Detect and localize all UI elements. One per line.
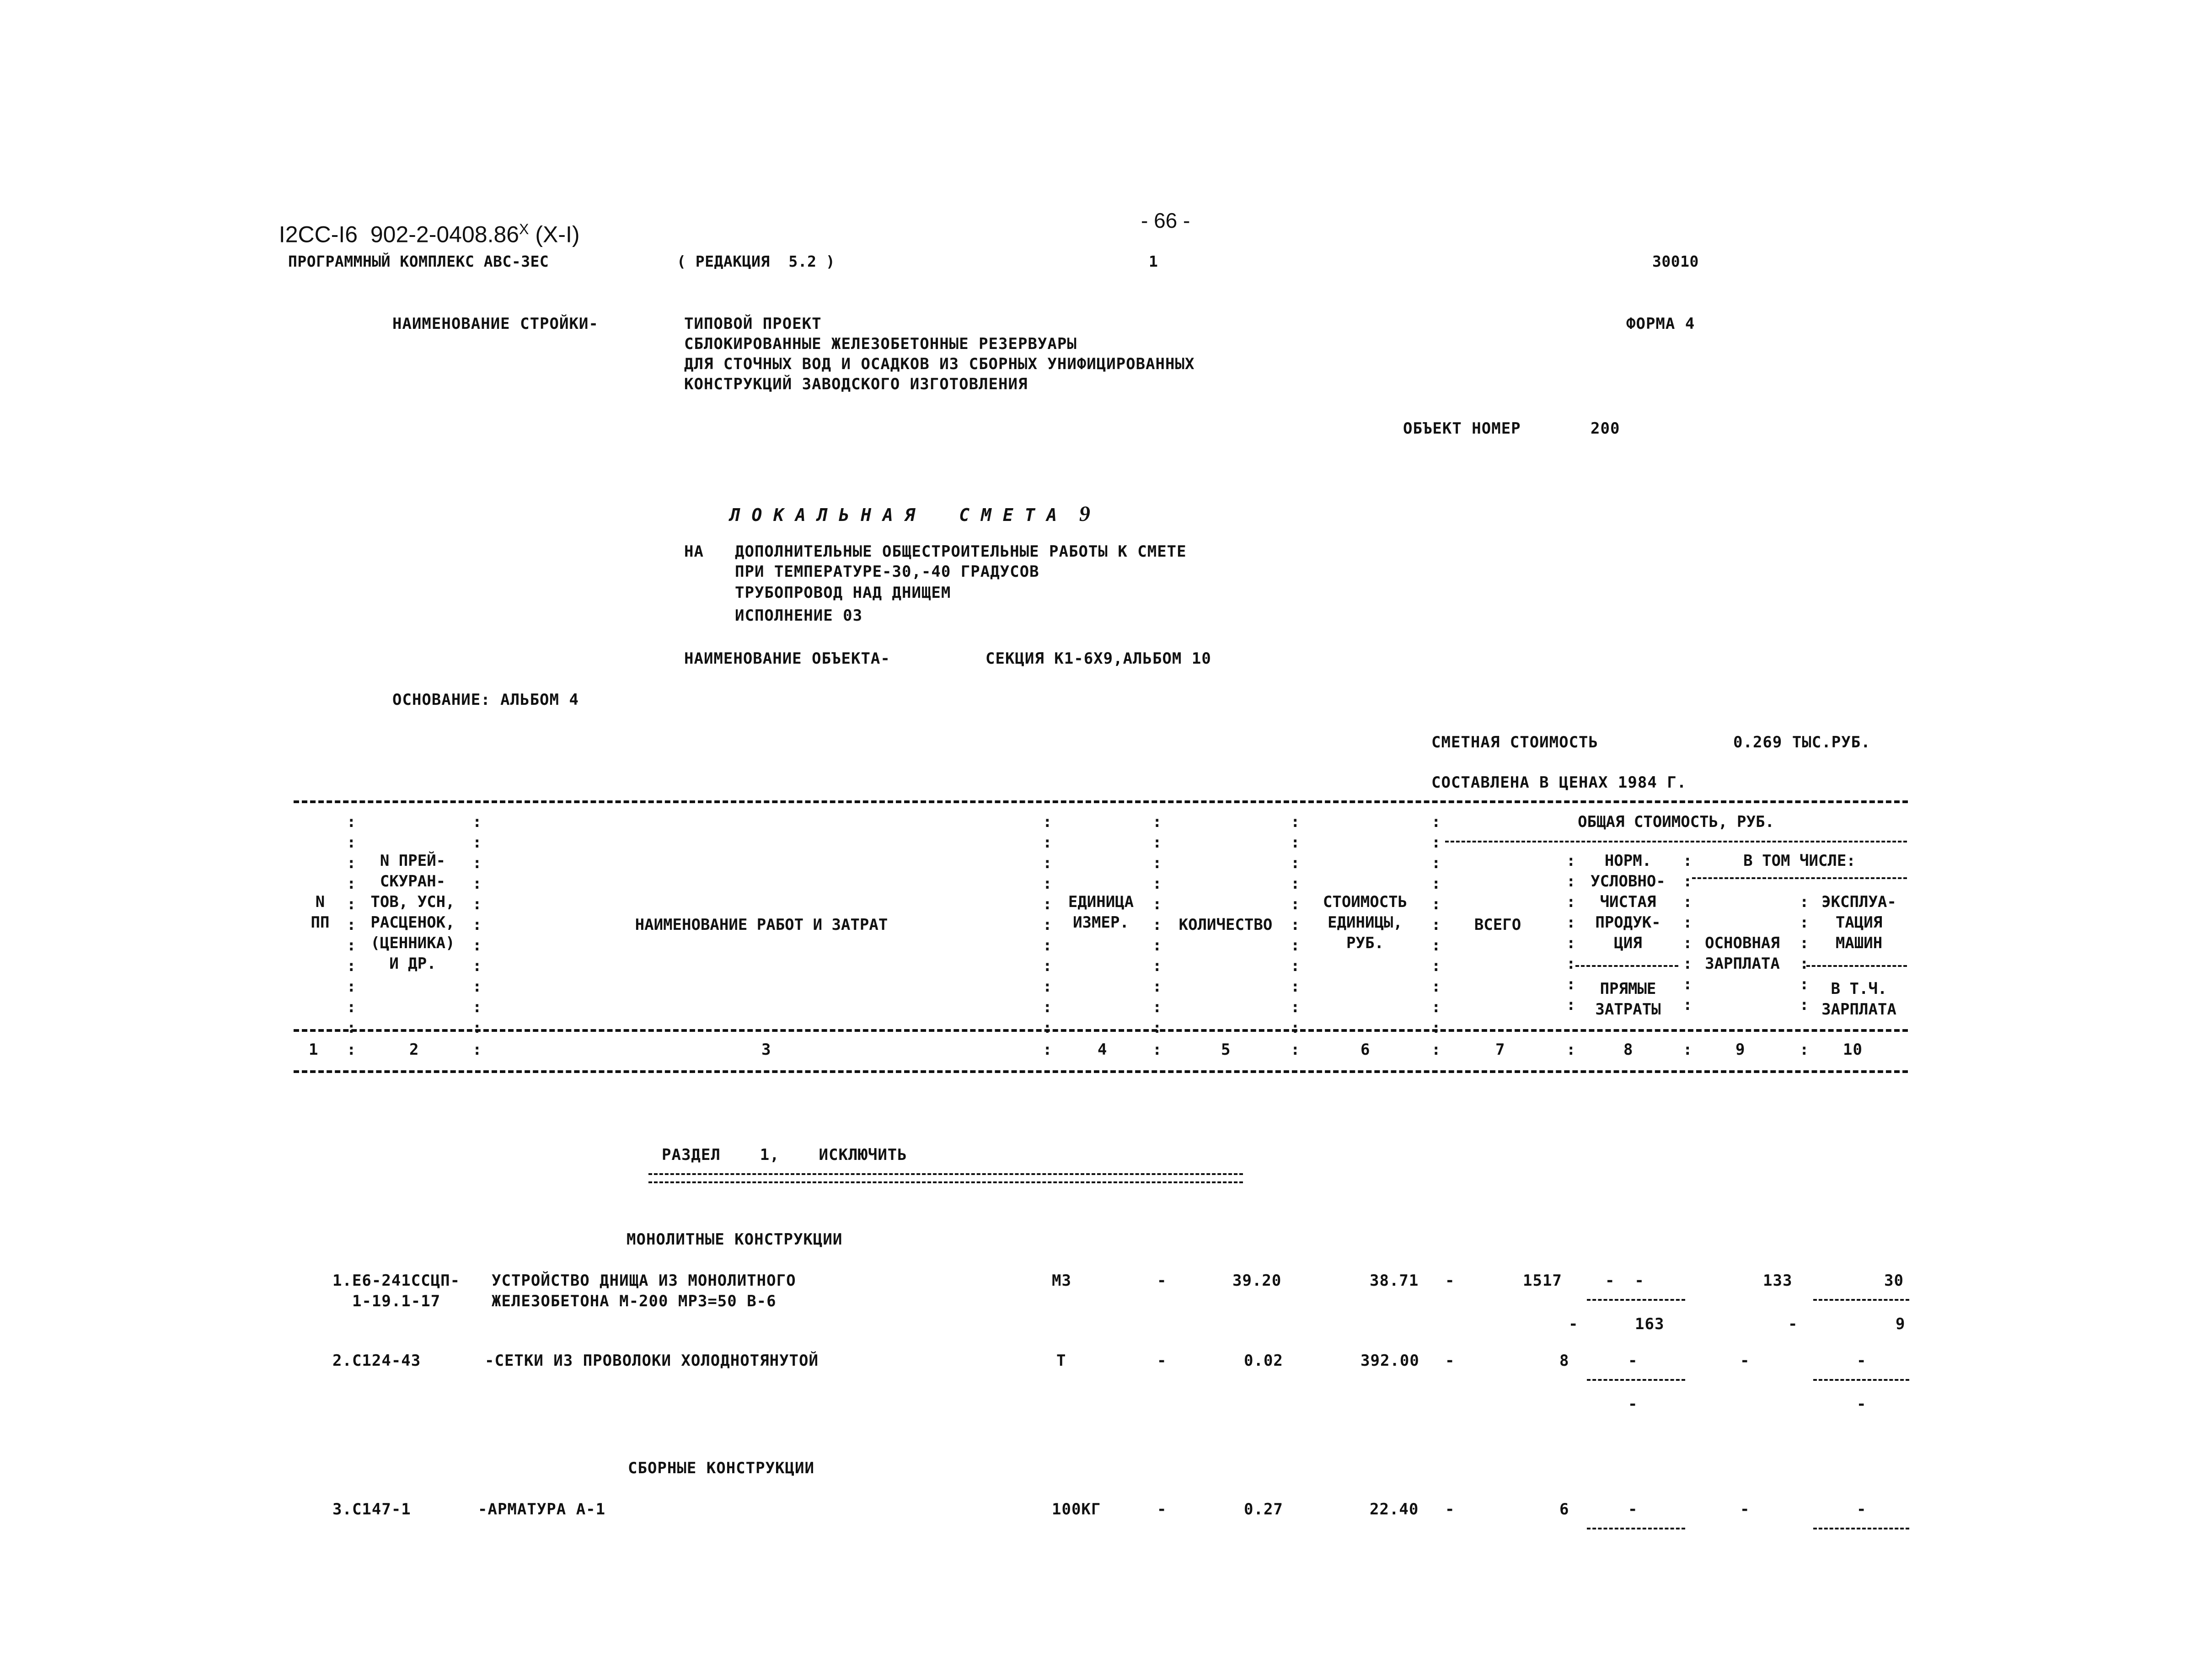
- header-group-rule: [1445, 841, 1907, 842]
- form-label: ФОРМА 4: [1626, 315, 1695, 333]
- col-number-4: 4: [1098, 1041, 1108, 1059]
- row3-norm-top: -: [1628, 1500, 1638, 1518]
- col-sep-5: : : : : : : : : : : :: [1291, 813, 1300, 1037]
- row2-salary: -: [1740, 1352, 1750, 1370]
- row3-salary: -: [1740, 1500, 1750, 1518]
- numbers-bottom-rule: [294, 1070, 1908, 1073]
- row1-unit: М3: [1052, 1272, 1071, 1290]
- row3-code: 3.С147-1: [332, 1500, 411, 1518]
- header-machines: ЭКСПЛУА- ТАЦИЯ МАШИН: [1821, 893, 1896, 952]
- row1-salary: 133: [1763, 1272, 1793, 1290]
- page-number: - 66 -: [1141, 209, 1190, 232]
- estimate-for-line-4: ИСПОЛНЕНИЕ 03: [735, 606, 863, 625]
- row1-salary-bottom: -: [1788, 1315, 1798, 1333]
- col-number-2: 2: [409, 1041, 419, 1059]
- row3-qty: 0.27: [1244, 1500, 1283, 1518]
- doc-code-text: I2CC-I6 902-2-0408.86: [279, 221, 520, 247]
- project-line-2: СБЛОКИРОВАННЫЕ ЖЕЛЕЗОБЕТОННЫЕ РЕЗЕРВУАРЫ: [684, 335, 1077, 353]
- row3-cost-dash: -: [1445, 1500, 1455, 1518]
- header-total-group: ОБЩАЯ СТОИМОСТЬ, РУБ.: [1578, 813, 1774, 831]
- header-norm-rule: [1575, 965, 1678, 967]
- row3-unit-dash: -: [1157, 1500, 1167, 1518]
- header-incl: В ТОМ ЧИСЛЕ:: [1743, 852, 1856, 870]
- program-edition: ( РЕДАКЦИЯ 5.2 ): [677, 252, 836, 270]
- col-number-8: 8: [1623, 1041, 1634, 1059]
- col-number-10: 10: [1843, 1041, 1863, 1059]
- estimate-title-text: Л О К А Л Ь Н А Я С М Е Т А: [729, 505, 1058, 525]
- cost-value: 0.269 ТЫС.РУБ.: [1733, 733, 1871, 751]
- section-double-rule: [648, 1173, 1243, 1183]
- row2-code: 2.С124-43: [332, 1352, 421, 1370]
- row1-machines-rule: [1813, 1299, 1909, 1301]
- program-number: 1: [1149, 252, 1158, 270]
- col-number-3: 3: [761, 1041, 771, 1059]
- col-sep-2: : : : : : : : : : : :: [472, 813, 482, 1037]
- object-name: СЕКЦИЯ К1-6Х9,АЛЬБОМ 10: [985, 649, 1211, 668]
- row1-unit-dash: -: [1157, 1272, 1167, 1290]
- row2-norm-rule: [1587, 1379, 1685, 1381]
- row1-name2: ЖЕЛЕЗОБЕТОНА М-200 МРЗ=50 В-6: [492, 1292, 777, 1310]
- header-unit: ЕДИНИЦА ИЗМЕР.: [1068, 893, 1134, 932]
- row3-name: -АРМАТУРА А-1: [478, 1500, 606, 1518]
- row2-machines-bottom: -: [1857, 1395, 1867, 1413]
- row3-norm-rule: [1587, 1528, 1685, 1529]
- col-number-9: 9: [1735, 1041, 1746, 1059]
- col-sep-4: : : : : : : : : : : :: [1152, 813, 1162, 1037]
- num-sep-4: :: [1152, 1041, 1162, 1059]
- project-line-1: ТИПОВОЙ ПРОЕКТ: [684, 315, 822, 333]
- row1-code: 1.Е6-241ССЦП-: [332, 1272, 461, 1290]
- estimate-for-label: НА: [684, 542, 704, 561]
- program-label: ПРОГРАММНЫЙ КОМПЛЕКС АВС-ЗЕС: [288, 252, 549, 270]
- cost-label: СМЕТНАЯ СТОИМОСТЬ: [1431, 733, 1598, 751]
- project-line-4: КОНСТРУКЦИЙ ЗАВОДСКОГО ИЗГОТОВЛЕНИЯ: [684, 375, 1028, 393]
- object-name-label: НАИМЕНОВАНИЕ ОБЪЕКТА-: [684, 649, 890, 668]
- header-bottom-rule: [294, 1029, 1908, 1032]
- project-line-3: ДЛЯ СТОЧНЫХ ВОД И ОСАДКОВ ИЗ СБОРНЫХ УНИФИЦИРОВАННЫХ: [684, 355, 1195, 373]
- section-title: РАЗДЕЛ 1, ИСКЛЮЧИТЬ: [662, 1146, 907, 1164]
- header-norm: НОРМ. УСЛОВНО- ЧИСТАЯ ПРОДУК- ЦИЯ: [1591, 852, 1666, 952]
- project-label: НАИМЕНОВАНИЕ СТРОЙКИ-: [392, 315, 599, 333]
- num-sep-5: :: [1291, 1041, 1301, 1059]
- row3-unit: 100КГ: [1052, 1500, 1101, 1518]
- row1-name: УСТРОЙСТВО ДНИЩА ИЗ МОНОЛИТНОГО: [492, 1272, 796, 1290]
- table-top-rule: [294, 800, 1908, 803]
- col-number-5: 5: [1221, 1041, 1231, 1059]
- header-machines-rule: [1806, 965, 1907, 967]
- row2-total: 8: [1559, 1352, 1569, 1370]
- estimate-for-line-1: ДОПОЛНИТЕЛЬНЫЕ ОБЩЕСТРОИТЕЛЬНЫЕ РАБОТЫ К СМЕТЕ: [735, 542, 1187, 561]
- row1-machines-bottom: 9: [1896, 1315, 1906, 1333]
- object-label: ОБЪЕКТ НОМЕР: [1403, 419, 1521, 438]
- num-sep-7: :: [1566, 1041, 1576, 1059]
- estimate-for-line-2: ПРИ ТЕМПЕРАТУРЕ-30,-40 ГРАДУСОВ: [735, 563, 1039, 581]
- col-sep-7: : : : : : : : :: [1566, 852, 1576, 1014]
- num-sep-8: :: [1683, 1041, 1693, 1059]
- row1-norm-top: - -: [1605, 1272, 1644, 1290]
- header-direct: ПРЯМЫЕ ЗАТРАТЫ: [1595, 980, 1661, 1019]
- col-sep-8: : : : : : : : :: [1683, 852, 1692, 1014]
- row2-cost-dash: -: [1445, 1352, 1455, 1370]
- document-code: [266, 194, 580, 248]
- header-total: ВСЕГО: [1474, 916, 1521, 934]
- col-number-1: 1: [309, 1041, 319, 1059]
- num-sep-6: :: [1431, 1041, 1441, 1059]
- estimate-number: 9: [1079, 502, 1091, 526]
- header-name: НАИМЕНОВАНИЕ РАБОТ И ЗАТРАТ: [635, 916, 888, 934]
- row3-machines: -: [1857, 1500, 1867, 1518]
- estimate-title: [708, 481, 1091, 526]
- row2-machines: -: [1857, 1352, 1867, 1370]
- header-qty: КОЛИЧЕСТВО: [1178, 916, 1273, 934]
- num-sep-1: :: [347, 1041, 357, 1059]
- header-codes: N ПРЕЙ- СКУРАН- ТОВ, УСН, РАСЦЕНОК, (ЦЕННИКА) И ДР.: [370, 852, 455, 973]
- col-number-6: 6: [1360, 1041, 1371, 1059]
- header-machines-salary: В Т.Ч. ЗАРПЛАТА: [1821, 980, 1896, 1019]
- basis: ОСНОВАНИЕ: АЛЬБОМ 4: [392, 691, 579, 709]
- row1-norm-bottom: 163: [1635, 1315, 1665, 1333]
- header-unit-cost: СТОИМОСТЬ ЕДИНИЦЫ, РУБ.: [1323, 893, 1408, 952]
- row1-norm-rule: [1587, 1299, 1685, 1301]
- row2-norm-bottom: -: [1628, 1395, 1638, 1413]
- row1-unit-cost: 38.71: [1370, 1272, 1419, 1290]
- header-salary: ОСНОВНАЯ ЗАРПЛАТА: [1705, 934, 1780, 973]
- estimate-for-line-3: ТРУБОПРОВОД НАД ДНИЩЕМ: [735, 584, 951, 602]
- row3-machines-rule: [1813, 1528, 1909, 1529]
- num-sep-2: :: [472, 1041, 482, 1059]
- row2-unit-cost: 392.00: [1360, 1352, 1419, 1370]
- row2-unit: Т: [1056, 1352, 1066, 1370]
- row3-total: 6: [1559, 1500, 1569, 1518]
- header-n: N ПП: [311, 893, 330, 932]
- row2-unit-dash: -: [1157, 1352, 1167, 1370]
- num-sep-9: :: [1800, 1041, 1810, 1059]
- doc-code-revision: (X-I): [535, 221, 580, 247]
- col-sep-6: : : : : : : : : : : :: [1431, 813, 1441, 1037]
- doc-code-sup: X: [519, 221, 529, 237]
- row1-total: 1517: [1523, 1272, 1562, 1290]
- col-sep-9: : : : : : :: [1800, 893, 1809, 1014]
- col-sep-3: : : : : : : : : : : :: [1043, 813, 1052, 1037]
- row1-code2: 1-19.1-17: [332, 1292, 441, 1310]
- row2-qty: 0.02: [1244, 1352, 1283, 1370]
- row1-cost-dash: -: [1445, 1272, 1455, 1290]
- row2-machines-rule: [1813, 1379, 1909, 1381]
- header-incl-rule: [1692, 877, 1907, 879]
- object-number: 200: [1591, 419, 1620, 438]
- row3-unit-cost: 22.40: [1370, 1500, 1419, 1518]
- program-code: 30010: [1652, 252, 1699, 270]
- row1-qty: 39.20: [1232, 1272, 1282, 1290]
- row2-name: -СЕТКИ ИЗ ПРОВОЛОКИ ХОЛОДНОТЯНУТОЙ: [485, 1352, 819, 1370]
- num-sep-3: :: [1043, 1041, 1053, 1059]
- col-number-7: 7: [1495, 1041, 1505, 1059]
- col-sep-1: : : : : : : : : : : :: [347, 813, 356, 1037]
- subsection-monolithic: МОНОЛИТНЫЕ КОНСТРУКЦИИ: [627, 1230, 843, 1249]
- row2-norm-top: -: [1628, 1352, 1638, 1370]
- prices-year: СОСТАВЛЕНА В ЦЕНАХ 1984 Г.: [1431, 773, 1687, 792]
- row1-machines: 30: [1884, 1272, 1904, 1290]
- row1-dash-left: -: [1569, 1315, 1579, 1333]
- subsection-prefab: СБОРНЫЕ КОНСТРУКЦИИ: [628, 1459, 814, 1477]
